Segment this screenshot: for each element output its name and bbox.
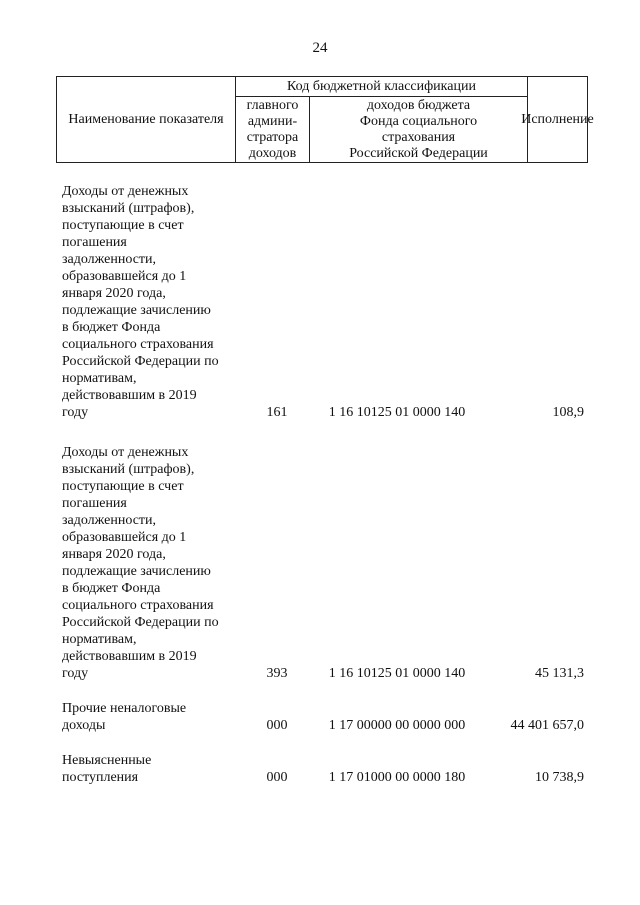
row-budget-code: 1 16 10125 01 0000 140 (328, 666, 466, 681)
row-amount: 10 738,9 (535, 770, 584, 785)
row-amount: 45 131,3 (535, 666, 584, 681)
header-fund-income: доходов бюджета Фонда социального страхования Российской Федерации (310, 97, 528, 162)
row-budget-code: 1 16 10125 01 0000 140 (328, 405, 466, 420)
table-row (0, 752, 640, 788)
row-admin-code: 161 (266, 405, 288, 420)
page-number: 24 (312, 40, 328, 56)
row-indicator-name: Доходы от денежных взысканий (штрафов), поступающие в счет погашения задолженности, образовавшейся до 1 января 2020 года, подлежащие зачислению в бюджет Фонда социального страхования Российской Федерации по нормативам, действовавшим в 2019 году (62, 445, 219, 681)
table-row (0, 183, 640, 421)
table-header (56, 76, 594, 163)
header-chief-administrator: главного админи- стратора доходов (236, 97, 310, 162)
table-row (0, 700, 640, 736)
table-row (0, 444, 640, 682)
row-amount: 44 401 657,0 (510, 718, 584, 733)
row-admin-code: 000 (266, 770, 288, 785)
header-execution: Исполнение (521, 112, 594, 127)
row-admin-code: 000 (266, 718, 288, 733)
row-indicator-name: Прочие неналоговые доходы (62, 701, 187, 733)
row-indicator-name: Невыясненные поступления (62, 753, 152, 785)
header-budget-classification-code: Код бюджетной классификации (236, 77, 528, 97)
row-budget-code: 1 17 01000 00 0000 180 (328, 770, 466, 785)
row-indicator-name: Доходы от денежных взысканий (штрафов), поступающие в счет погашения задолженности, образовавшейся до 1 января 2020 года, подлежащие зачислению в бюджет Фонда социального страхования Российской Федерации по нормативам, действовавшим в 2019 году (62, 184, 219, 420)
header-indicator-name: Наименование показателя (57, 77, 236, 162)
row-admin-code: 393 (266, 666, 288, 681)
row-budget-code: 1 17 00000 00 0000 000 (328, 718, 466, 733)
row-amount: 108,9 (552, 405, 584, 420)
